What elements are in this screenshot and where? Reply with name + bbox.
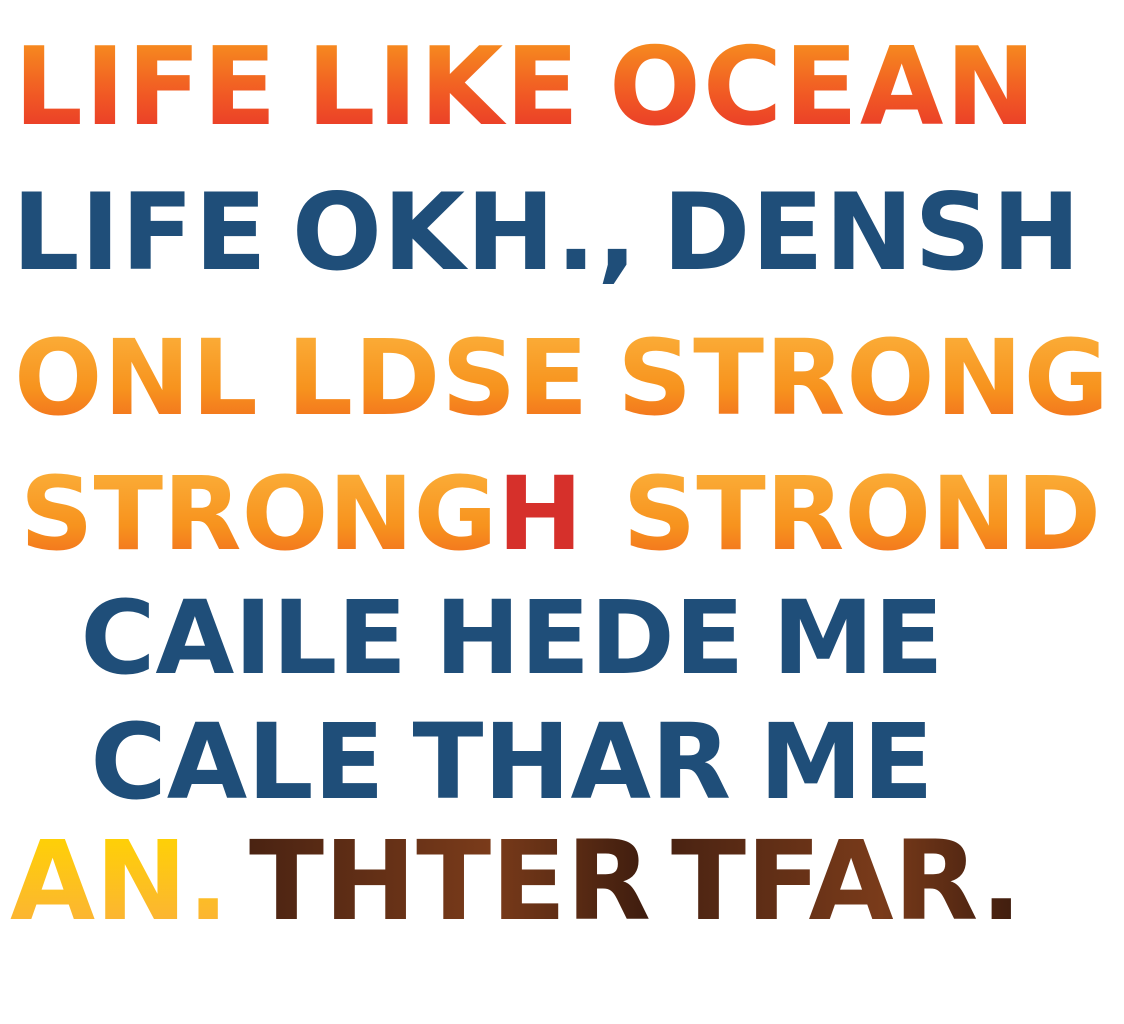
poster-word: THAR	[412, 701, 732, 823]
poster-line-4	[0, 455, 1102, 574]
poster-word: AN.	[10, 817, 229, 945]
poster-word: LIKE	[306, 25, 582, 150]
poster-line-7	[0, 817, 1024, 945]
poster-word: LIFE	[12, 171, 268, 294]
poster-word: TFAR.	[670, 817, 1023, 945]
poster-word: STRONG	[20, 455, 498, 574]
poster-word: ME	[772, 579, 944, 698]
poster-word: LIFE	[14, 25, 279, 150]
poster-word: CAILE	[80, 579, 407, 698]
poster-word: ME	[759, 701, 934, 823]
poster-line-1	[0, 25, 1038, 150]
poster-line-5	[0, 579, 1024, 698]
poster-word: THTER	[248, 817, 651, 945]
poster-line-6	[0, 701, 1024, 823]
poster-word: STROND	[622, 455, 1102, 574]
poster-word: OKH.,	[291, 171, 639, 294]
poster-line-3	[0, 317, 1111, 439]
poster-word: LDSE	[286, 317, 590, 439]
poster-word: HEDE	[434, 579, 745, 698]
poster-word: H	[497, 455, 583, 574]
poster-line-2	[0, 171, 1082, 294]
poster-word: STRONG	[617, 317, 1111, 439]
poster-word: OCEAN	[609, 25, 1038, 150]
poster-word: ONL	[14, 317, 259, 439]
poster-word: CALE	[90, 701, 385, 823]
poster-word: DENSH	[662, 171, 1082, 294]
